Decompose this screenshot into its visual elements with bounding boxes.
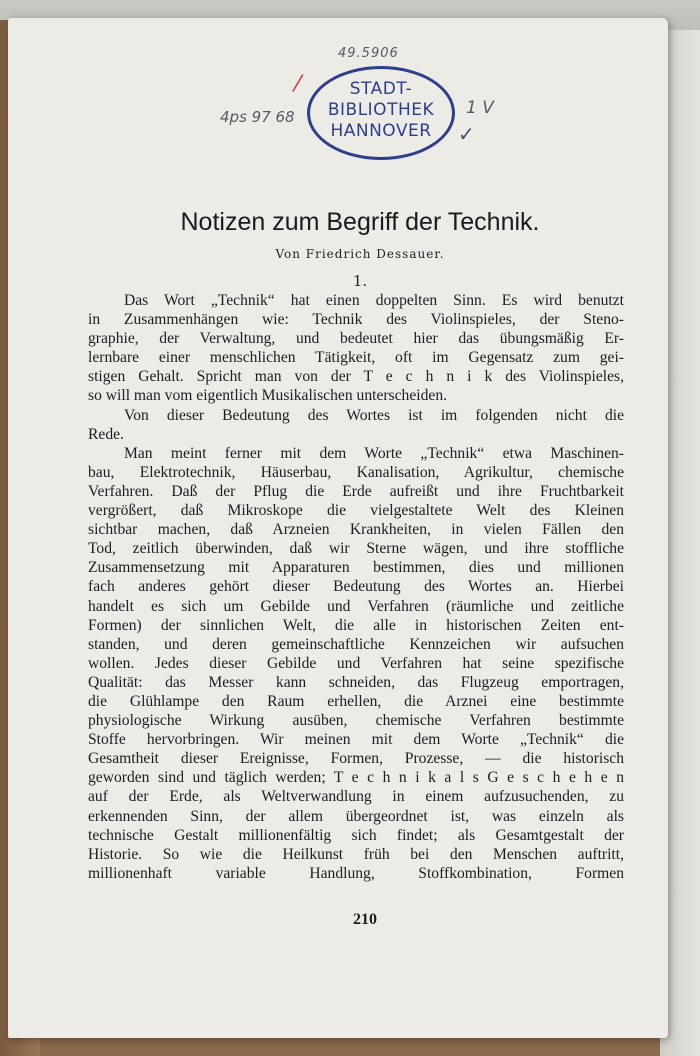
text-line: handelt es sich um Gebilde und Verfahren (räumliche und zeitliche (88, 597, 624, 615)
text-line: Tod, zeitlich überwinden, daß wir Sterne wägen, und ihre stoffliche (88, 540, 624, 558)
article-title: Notizen zum Begriff der Technik. (180, 208, 540, 236)
text-line: lernbare einer menschlichen Tätigkeit, oft im Gegensatz zum gei- (88, 349, 624, 367)
text-line: technische Gestalt millionenfältig sich findet; als Gesamtgestalt der (88, 826, 624, 844)
article-body (88, 291, 624, 883)
text-line: physiologische Wirkung ausüben, chemische Verfahren bestimmte (88, 712, 624, 730)
text-line: standen, und deren gemeinschaftliche Kennzeichen wir aufsuchen (88, 635, 624, 653)
section-number: 1. (352, 272, 368, 290)
text-line: fach anderes gehört dieser Bedeutung des Wortes an. Hierbei (88, 578, 624, 596)
stamp-line: STADT- (349, 79, 413, 99)
stamp-line: BIBLIOTHEK (327, 100, 435, 120)
text-line: Verfahren. Daß der Pflug die Erde aufreißt und ihre Fruchtbarkeit (88, 482, 624, 500)
text-line: millionenhaft variable Handlung, Stoffkombination, Formen (88, 864, 624, 882)
text-line: stigen Gehalt. Spricht man von der T e c h n i k des Violinspieles, (88, 368, 624, 386)
text-line: Zusammensetzung mit Apparaturen bestimmen, dies und millionen (88, 559, 624, 577)
text-line: Gesamtheit dieser Ereignisse, Formen, Prozesse, — die historisch (88, 750, 624, 768)
text-line: Stoffe hervorbringen. Wir meinen mit dem Worte „Technik“ die (88, 731, 624, 749)
volume-mark: 1 V (466, 98, 494, 118)
text-line: Rede. (88, 425, 124, 443)
text-line: Qualität: das Messer kann schneiden, das Flugzeug emportragen, (88, 673, 624, 691)
text-line: graphie, der Verwaltung, und bedeutet hier das übungsmäßig Er- (88, 330, 624, 348)
page-number: 210 (353, 911, 377, 928)
text-line: erkennenden Sinn, der allem übergeordnet ist, was einzeln als (88, 807, 624, 825)
text-line: so will man vom eigentlich Musikalischen unterscheiden. (88, 387, 448, 405)
text-line: die Glühlampe den Raum erhellen, die Arznei eine bestimmte (88, 692, 624, 710)
text-line: vergrößert, daß Mikroskope die vielgestaltete Welt des Kleinen (88, 502, 624, 520)
text-line: in Zusammenhängen wie: Technik des Violinspieles, der Steno- (88, 311, 624, 329)
text-line: auf der Erde, als Weltverwandlung in einem aufzusuchenden, zu (88, 788, 624, 806)
red-tick-icon: ⁄ (296, 72, 300, 97)
text-line: geworden sind und täglich werden; T e c h n i k a l s G e s c h e h e n (88, 769, 624, 787)
accession-number: 49.5906 (338, 46, 399, 61)
article-author: Von Friedrich Dessauer. (275, 247, 445, 261)
text-line: Man meint ferner mit dem Worte „Technik“ etwa Maschinen- (124, 444, 624, 462)
stamp-line: HANNOVER (330, 121, 432, 141)
text-line: Das Wort „Technik“ hat einen doppelten Sinn. Es wird benutzt (124, 292, 624, 309)
text-line: wollen. Jedes dieser Gebilde und Verfahren hat seine spezifische (88, 654, 624, 672)
shelf-mark: 4ps 97 68 (220, 108, 295, 126)
text-line: Historie. So wie die Heilkunst früh bei den Menschen auftritt, (88, 845, 624, 863)
text-line: sichtbar machen, daß Arzneien Krankheiten, in vielen Fällen den (88, 521, 624, 539)
text-line: Formen) der sinnlichen Welt, die alle in historischen Zeiten ent- (88, 616, 624, 634)
library-stamp (307, 66, 455, 160)
text-line: Von dieser Bedeutung des Wortes ist im folgenden nicht die (124, 406, 624, 424)
text-line: bau, Elektrotechnik, Häuserbau, Kanalisation, Agrikultur, chemische (88, 463, 624, 481)
checkmark-icon: ✓ (458, 122, 475, 146)
